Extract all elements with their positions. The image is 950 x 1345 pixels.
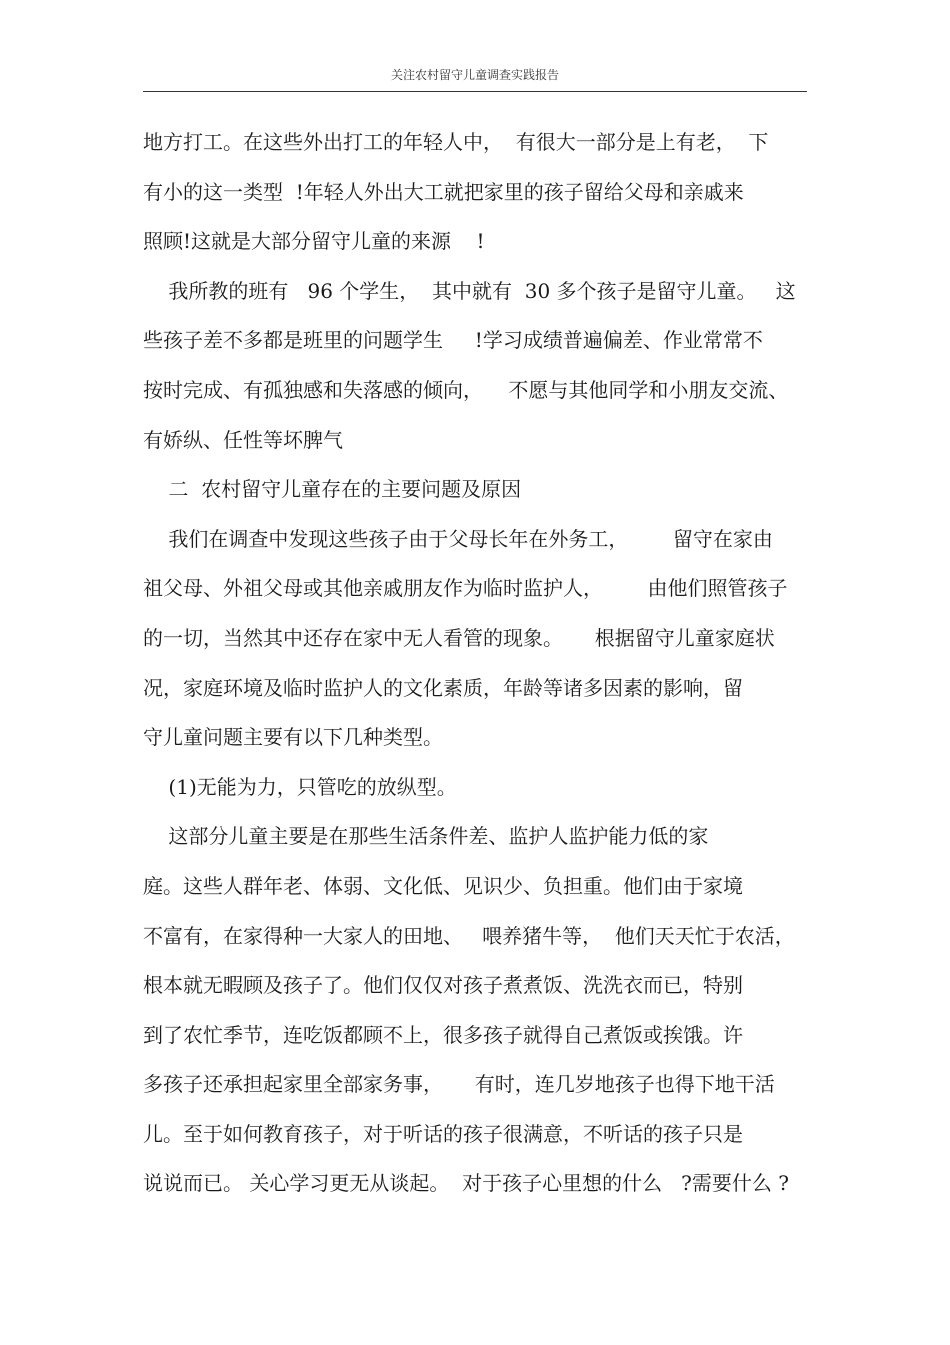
document-body bbox=[143, 118, 807, 1209]
text-line: 的一切，当然其中还存在家中无人看管的现象。 根据留守儿童家庭状 bbox=[143, 625, 775, 650]
text-line: 地方打工。在这些外出打工的年轻人中， 有很大一部分是上有老， 下 bbox=[143, 130, 769, 154]
text-line: 些孩子差不多都是班里的问题学生 !学习成绩普遍偏差、作业常常不 bbox=[143, 328, 763, 353]
text-line: 我们在调查中发现这些孩子由于父母长年在外务工， 留守在家由 bbox=[143, 526, 773, 551]
text-line: 祖父母、外祖父母或其他亲戚朋友作为临时监护人， 由他们照管孩子 bbox=[143, 576, 788, 601]
page-header bbox=[143, 64, 807, 92]
text-line: 根本就无暇顾及孩子了。他们仅仅对孩子煮煮饭、洗洗衣而已，特别 bbox=[143, 973, 743, 998]
text-line: 多孩子还承担起家里全部家务事， 有时，连几岁地孩子也得下地干活 bbox=[143, 1072, 775, 1097]
text-line: 照顾!这就是大部分留守儿童的来源 ! bbox=[143, 229, 485, 254]
text-line: 况，家庭环境及临时监护人的文化素质，年龄等诸多因素的影响，留 bbox=[143, 675, 743, 700]
text-line: 我所教的班有 96 个学生， 其中就有 30 多个孩子是留守儿童。 这 bbox=[143, 278, 796, 303]
header-title: 关注农村留守儿童调查实践报告 bbox=[390, 68, 559, 82]
text-line: 说说而已。 关心学习更无从谈起。 对于孩子心里想的什么 ?需要什么 ? bbox=[143, 1171, 789, 1196]
text-line: 守儿童问题主要有以下几种类型。 bbox=[143, 725, 443, 750]
text-line: 按时完成、有孤独感和失落感的倾向， 不愿与其他同学和小朋友交流、 bbox=[143, 377, 789, 402]
text-line: 有小的这一类型 !年轻人外出大工就把家里的孩子留给父母和亲戚来 bbox=[143, 179, 744, 204]
text-line: 有娇纵、任性等坏脾气 bbox=[143, 427, 343, 452]
text-line: 不富有，在家得种一大家人的田地、 喂养猪牛等， 他们天天忙于农活， bbox=[143, 923, 795, 948]
text-line: 儿。至于如何教育孩子，对于听话的孩子很满意，不听话的孩子只是 bbox=[143, 1121, 743, 1146]
subsection-heading: (1)无能为力，只管吃的放纵型。 bbox=[143, 774, 457, 799]
text-line: 这部分儿童主要是在那些生活条件差、监护人监护能力低的家 bbox=[143, 824, 709, 849]
text-line: 庭。这些人群年老、体弱、文化低、见识少、负担重。他们由于家境 bbox=[143, 873, 743, 898]
section-heading: 二 农村留守儿童存在的主要问题及原因 bbox=[143, 477, 522, 502]
text-line: 到了农忙季节，连吃饭都顾不上，很多孩子就得自己煮饭或挨饿。许 bbox=[143, 1022, 743, 1047]
